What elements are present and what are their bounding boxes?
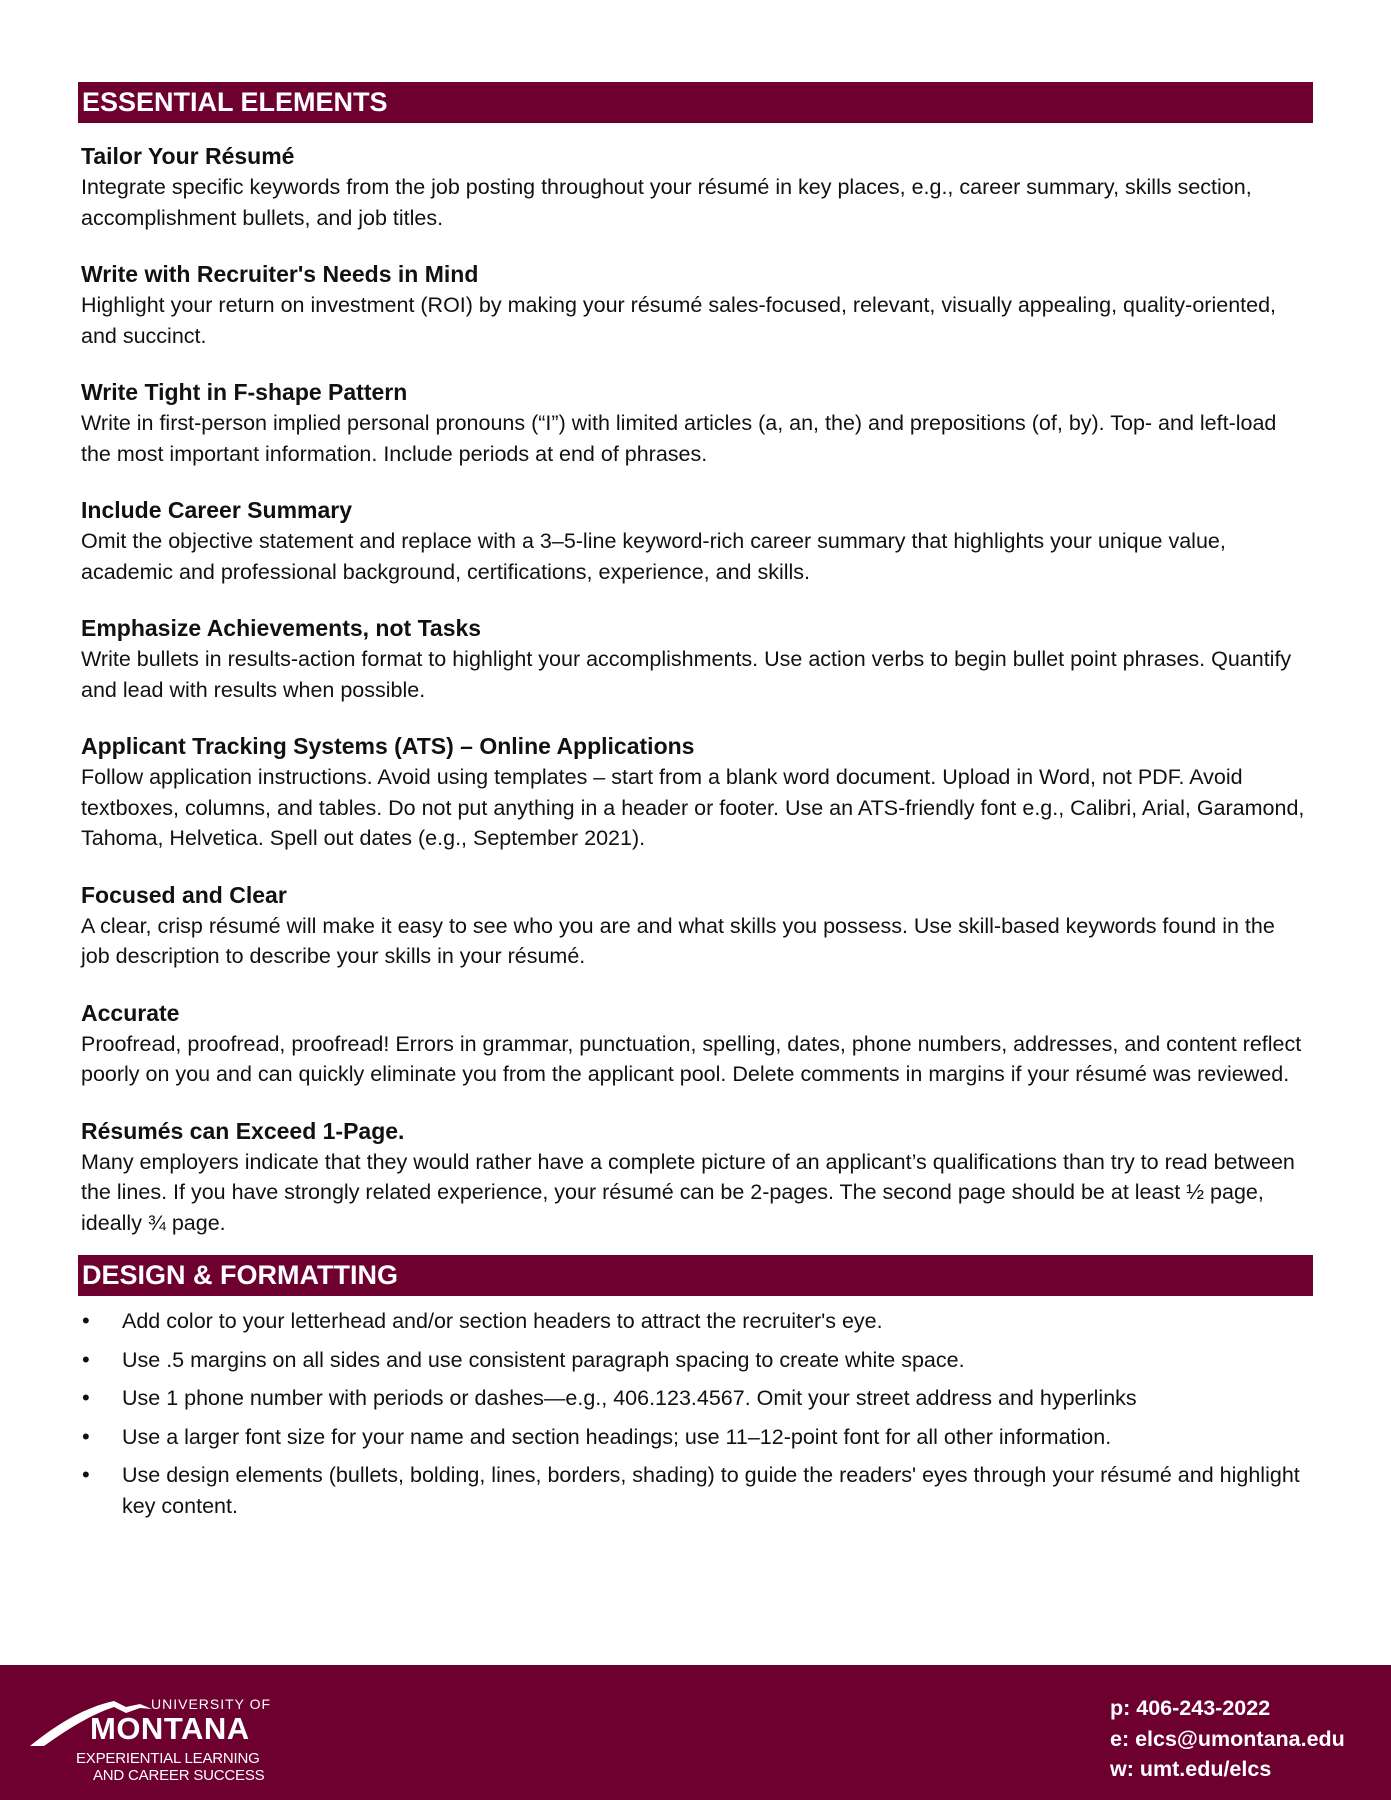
essential-item bbox=[78, 880, 1313, 972]
main-content bbox=[78, 82, 1313, 1529]
section-header-essential-elements: ESSENTIAL ELEMENTS bbox=[78, 82, 1313, 123]
logo-department-line2: AND CAREER SUCCESS bbox=[93, 1767, 265, 1784]
contact-phone: p: 406-243-2022 bbox=[1110, 1696, 1271, 1720]
essential-item bbox=[78, 377, 1313, 469]
bullet-icon: • bbox=[82, 1423, 90, 1449]
list-item bbox=[78, 1306, 1313, 1337]
list-item bbox=[78, 1345, 1313, 1376]
item-body: Highlight your return on investment (ROI) by making your résumé sales-focused, relevant, visually appealing, quality-oriented, and succinct. bbox=[81, 293, 1277, 348]
item-body: Write bullets in results-action format to highlight your accomplishments. Use action verbs to begin bullet point phrases. Quantify and lead with results when possible. bbox=[81, 647, 1292, 702]
bullet-icon: • bbox=[82, 1462, 90, 1487]
logo-montana-text: MONTANA bbox=[90, 1711, 250, 1746]
item-title: Focused and Clear bbox=[81, 881, 287, 908]
item-body: A clear, crisp résumé will make it easy to see who you are and what skills you possess. Use skill-based keywords found in the job description to describe your skills in your résumé. bbox=[81, 913, 1275, 968]
essential-item bbox=[78, 1116, 1313, 1239]
contact-info bbox=[1110, 1693, 1345, 1785]
list-item-text: Use 1 phone number with periods or dashes—e.g., 406.123.4567. Omit your street address and hyperlinks bbox=[122, 1386, 1137, 1410]
essential-item bbox=[78, 998, 1313, 1090]
item-title: Write with Recruiter's Needs in Mind bbox=[81, 261, 479, 287]
item-title: Include Career Summary bbox=[81, 497, 353, 523]
list-item-text: Use a larger font size for your name and section headings; use 11–12-point font for all other information. bbox=[122, 1424, 1112, 1449]
essential-item bbox=[78, 731, 1313, 854]
bullet-icon: • bbox=[82, 1385, 90, 1410]
essential-item bbox=[78, 495, 1313, 587]
list-item-text: Add color to your letterhead and/or section headers to attract the recruiter's eye. bbox=[122, 1309, 883, 1333]
logo-university-text: UNIVERSITY OF bbox=[151, 1696, 272, 1712]
item-title: Accurate bbox=[81, 999, 180, 1026]
contact-email[interactable]: e: elcs@umontana.edu bbox=[1110, 1726, 1345, 1751]
list-item bbox=[78, 1460, 1313, 1521]
item-body: Omit the objective statement and replace with a 3–5-line keyword-rich career summary that highlights your unique value, academic and professional background, certifications, experience, and skills. bbox=[81, 529, 1226, 584]
item-title: Emphasize Achievements, not Tasks bbox=[81, 615, 482, 641]
essential-item bbox=[78, 259, 1313, 351]
item-body: Proofread, proofread, proofread! Errors in grammar, punctuation, spelling, dates, phone numbers, addresses, and content reflect poorly on you and can quickly eliminate you from the applicant pool. Delete comments in margins if your résumé was reviewed. bbox=[81, 1031, 1302, 1086]
item-title: Résumés can Exceed 1-Page. bbox=[81, 1117, 405, 1144]
item-body: Integrate specific keywords from the job posting throughout your résumé in key places, e.g., career summary, skills section, accomplishment bullets, and job titles. bbox=[81, 175, 1252, 230]
bullet-icon: • bbox=[82, 1308, 90, 1333]
item-body: Many employers indicate that they would rather have a complete picture of an applicant’s qualifications than try to read between the lines. If you have strongly related experience, your résumé can be 2-pages. The second page should be at least ½ page, ideally ¾ page. bbox=[81, 1149, 1295, 1235]
list-item-text: Use .5 margins on all sides and use consistent paragraph spacing to create white space. bbox=[122, 1347, 965, 1372]
item-body: Write in first-person implied personal pronouns (“I”) with limited articles (a, an, the) and prepositions (of, by). Top- and left-load the most important information. Include periods at end of phrases. bbox=[81, 411, 1277, 466]
university-logo bbox=[28, 1695, 288, 1785]
item-body: Follow application instructions. Avoid using templates – start from a blank word document. Upload in Word, not PDF. Avoid textboxes, columns, and tables. Do not put anything in a header or footer. Use an ATS-friendly font e.g., Calibri, Arial, Garamond, Tahoma, Helvetica. Spell out dates (e.g., September 2021). bbox=[81, 765, 1305, 850]
item-title: Tailor Your Résumé bbox=[81, 143, 295, 169]
contact-website[interactable]: w: umt.edu/elcs bbox=[1110, 1757, 1272, 1781]
logo-department-line1: EXPERIENTIAL LEARNING bbox=[76, 1750, 260, 1767]
section-header-design-formatting: DESIGN & FORMATTING bbox=[78, 1255, 1313, 1296]
footer-bar bbox=[0, 1665, 1391, 1800]
design-bullet-list bbox=[78, 1306, 1313, 1521]
list-item bbox=[78, 1422, 1313, 1453]
list-item bbox=[78, 1383, 1313, 1414]
essential-item bbox=[78, 613, 1313, 705]
bullet-icon: • bbox=[82, 1346, 90, 1372]
item-title: Write Tight in F-shape Pattern bbox=[81, 379, 408, 405]
item-title: Applicant Tracking Systems (ATS) – Online Applications bbox=[81, 733, 695, 759]
essential-item bbox=[78, 141, 1313, 233]
list-item-text: Use design elements (bullets, bolding, lines, borders, shading) to guide the readers' eyes through your résumé and highlight key content. bbox=[122, 1463, 1300, 1518]
